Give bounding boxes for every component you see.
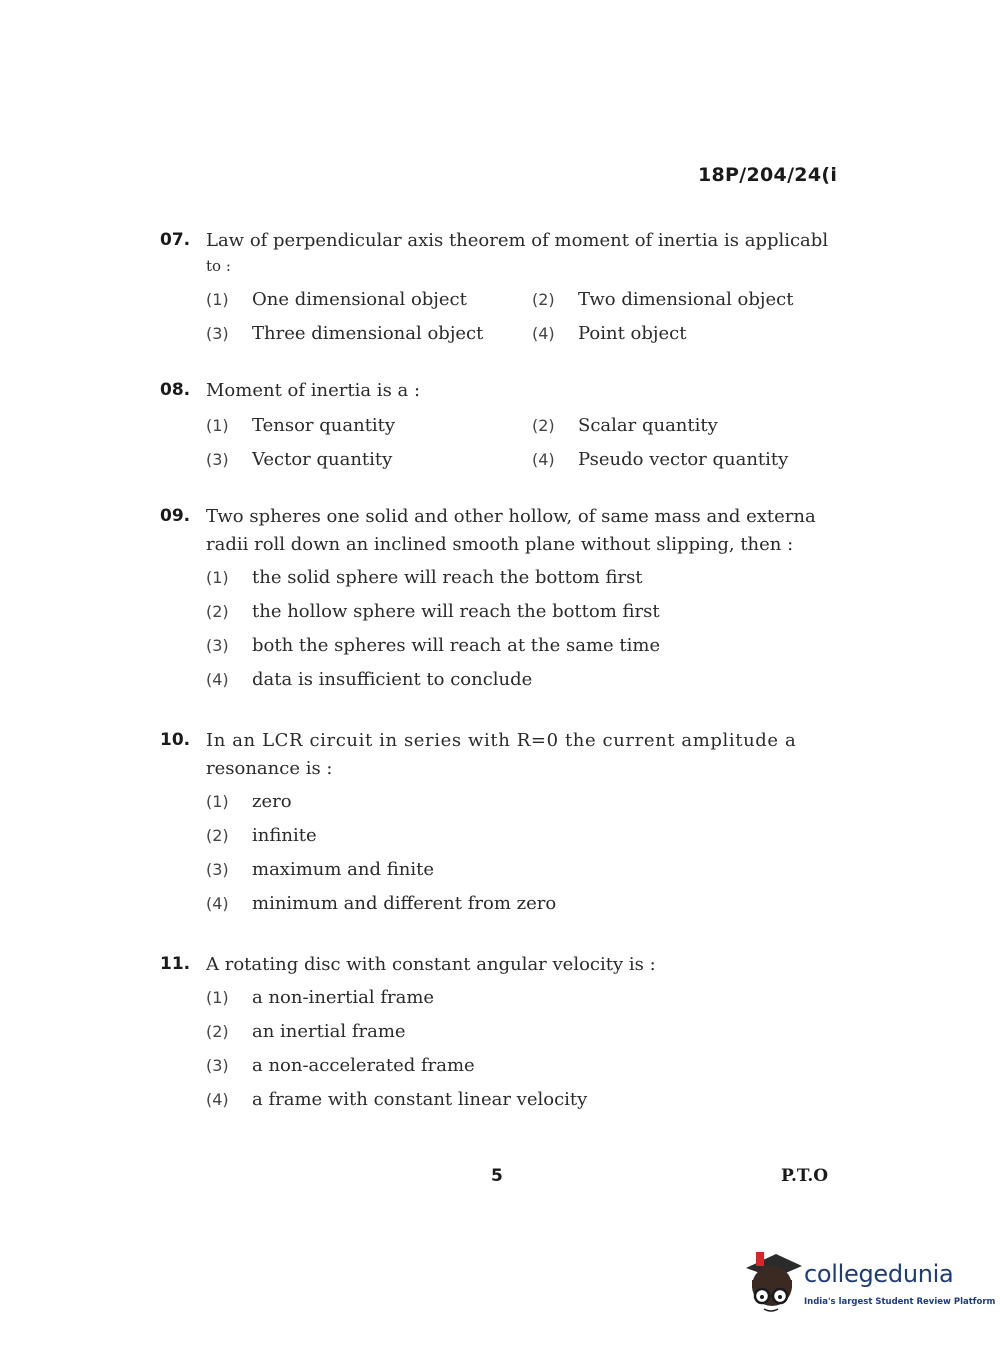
option-label: (1) (206, 416, 229, 435)
option-label: (4) (532, 324, 555, 343)
option-text: a non-accelerated frame (252, 1055, 475, 1076)
option (206, 663, 836, 697)
option-text: infinite (252, 825, 317, 846)
option-label: (3) (206, 324, 229, 343)
option (206, 1015, 836, 1049)
question-text-line: resonance is : (206, 758, 333, 779)
page-number: 5 (491, 1166, 503, 1186)
question-text-line: Moment of inertia is a : (206, 380, 421, 401)
question-text-line: A rotating disc with constant angular velocity is : (206, 954, 656, 975)
option-label: (1) (206, 988, 229, 1007)
option-label: (1) (206, 792, 229, 811)
logo-wordmark: collegedunia (804, 1260, 954, 1288)
mascot-icon (742, 1250, 804, 1316)
option (206, 853, 836, 887)
option-text: Vector quantity (252, 449, 393, 470)
question-text-line: In an LCR circuit in series with R=0 the current amplitude a (206, 730, 797, 751)
collegedunia-logo[interactable] (742, 1250, 996, 1316)
question-08 (160, 377, 836, 477)
option-label: (2) (532, 290, 555, 309)
option (206, 1049, 836, 1083)
option-text: a frame with constant linear velocity (252, 1089, 588, 1110)
option (206, 981, 836, 1015)
option-label: (3) (206, 450, 229, 469)
option-label: (3) (206, 1056, 229, 1075)
paper-code: 18P/204/24(i (698, 164, 838, 186)
option-grid (206, 409, 836, 477)
question-number: 07. (160, 230, 191, 250)
question-text-line: to : (206, 257, 231, 275)
option-list (206, 561, 836, 697)
option-text: Scalar quantity (578, 415, 718, 436)
option (206, 595, 836, 629)
option-label: (4) (206, 1090, 229, 1109)
option-label: (4) (532, 450, 555, 469)
option-text: both the spheres will reach at the same time (252, 635, 661, 656)
option-text: Two dimensional object (578, 289, 794, 310)
question-text-line: Law of perpendicular axis theorem of moment of inertia is applicabl (206, 230, 829, 251)
option-label: (4) (206, 894, 229, 913)
logo-tagline: India's largest Student Review Platform (804, 1297, 996, 1307)
option-text: Three dimensional object (252, 323, 484, 344)
option-label: (2) (206, 826, 229, 845)
option-text: Tensor quantity (252, 415, 396, 436)
option-label: (3) (206, 636, 229, 655)
option-label: (2) (532, 416, 555, 435)
option-text: an inertial frame (252, 1021, 406, 1042)
option-text: maximum and finite (252, 859, 434, 880)
question-number: 08. (160, 380, 191, 400)
question-07 (160, 227, 836, 351)
option-label: (2) (206, 602, 229, 621)
question-10 (160, 727, 836, 921)
option-label: (1) (206, 290, 229, 309)
option-text: data is insufficient to conclude (252, 669, 533, 690)
option-text: Point object (578, 323, 687, 344)
option-text: a non-inertial frame (252, 987, 435, 1008)
question-11 (160, 951, 836, 1117)
question-text-line: Two spheres one solid and other hollow, of same mass and externa (206, 506, 816, 527)
option-label: (1) (206, 568, 229, 587)
question-number: 10. (160, 730, 191, 750)
option-text: zero (252, 791, 292, 812)
option-text: the solid sphere will reach the bottom first (252, 567, 643, 588)
option (206, 561, 836, 595)
option-text: One dimensional object (252, 289, 467, 310)
option (206, 887, 836, 921)
pto-label: P.T.O (781, 1166, 829, 1186)
option-label: (2) (206, 1022, 229, 1041)
option-text: minimum and different from zero (252, 893, 557, 914)
option-label: (3) (206, 860, 229, 879)
option-text: Pseudo vector quantity (578, 449, 789, 470)
option (206, 819, 836, 853)
question-number: 09. (160, 506, 191, 526)
option-label: (4) (206, 670, 229, 689)
question-09 (160, 503, 836, 697)
option-text: the hollow sphere will reach the bottom first (252, 601, 660, 622)
option-list (206, 785, 836, 921)
question-number: 11. (160, 954, 191, 974)
option (206, 1083, 836, 1117)
question-text-line: radii roll down an inclined smooth plane without slipping, then : (206, 534, 794, 555)
option (206, 785, 836, 819)
option (206, 629, 836, 663)
option-list (206, 981, 836, 1117)
option-grid (206, 283, 836, 351)
